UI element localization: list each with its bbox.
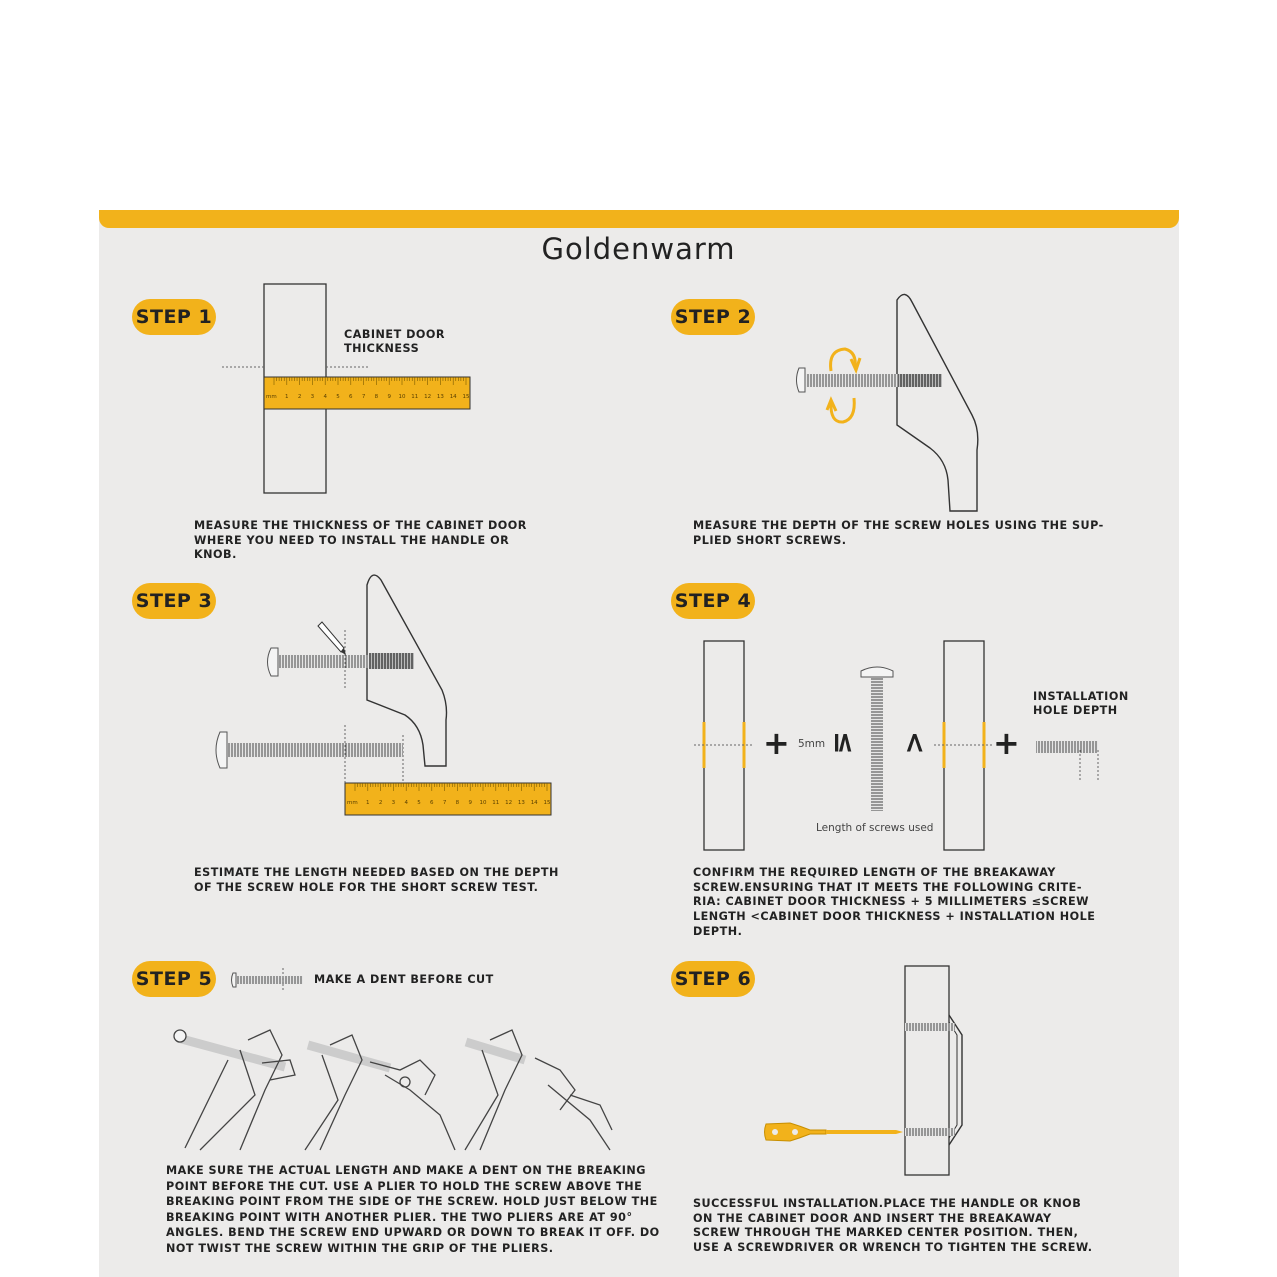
pliers-illustration-3 xyxy=(465,1030,612,1150)
ruler-unit: mm xyxy=(347,800,358,806)
screwdriver-icon xyxy=(765,1123,904,1141)
ruler-number: 11 xyxy=(492,800,500,806)
step-4-caption: CONFIRM THE REQUIRED LENGTH OF THE BREAKAWAY SCREW.ENSURING THAT IT MEETS THE FOLLOWING CRITE- RIA: CABINET DOOR THICKNESS + 5 MILLIMETERS ≤SCREW LENGTH <CABINET DOOR THICKNESS + INSTALLATION HOLE DEPTH. xyxy=(693,866,1096,938)
ruler-number: 5 xyxy=(336,394,340,400)
brand-logo: Goldenwarm xyxy=(541,232,736,266)
step-4-short-screw xyxy=(1036,741,1098,780)
ruler-number: 14 xyxy=(449,394,457,400)
step-2-screw xyxy=(797,368,943,392)
step-5-badge: STEP 5 xyxy=(132,961,216,997)
step-5-caption: MAKE SURE THE ACTUAL LENGTH AND MAKE A DENT ON THE BREAKING POINT BEFORE THE CUT. USE A PLIER TO HOLD THE SCREW ABOVE THE BREAKING POINT FROM THE SIDE OF THE SCREW. HOLD JUST BELOW THE BREAKING POINT WITH ANOTHER PLIER. THE TWO PLIERS ARE AT 90° ANGLES. BEND THE SCREW END UPWARD OR DOWN TO BREAK IT OFF. DO NOT TWIST THE SCREW WITHIN THE GRIP OF THE PLIERS. xyxy=(166,1164,660,1255)
step-6-screws xyxy=(905,1023,955,1136)
leq-symbol: ≤ xyxy=(827,731,861,755)
ruler-number: 11 xyxy=(411,394,419,400)
ruler-number: 8 xyxy=(455,800,460,806)
ruler-number: 1 xyxy=(366,800,370,806)
ruler-number: 14 xyxy=(530,800,538,806)
ruler-number: 4 xyxy=(323,394,327,400)
ruler-number: 15 xyxy=(543,800,551,806)
step-6-caption: SUCCESSFUL INSTALLATION.PLACE THE HANDLE OR KNOB ON THE CABINET DOOR AND INSERT THE BREAKAWAY SCREW THROUGH THE MARKED CENTER POSITION. THEN, USE A SCREWDRIVER OR WRENCH TO TIGHTEN THE SCREW. xyxy=(693,1197,1093,1255)
ruler-number: 7 xyxy=(442,800,447,806)
step-1-caption: MEASURE THE THICKNESS OF THE CABINET DOOR WHERE YOU NEED TO INSTALL THE HANDLE OR KNOB. xyxy=(194,519,527,562)
lt-symbol: < xyxy=(898,731,932,755)
ruler-number: 6 xyxy=(349,394,353,400)
length-used-label: Length of screws used xyxy=(816,822,934,834)
step-6-badge: STEP 6 xyxy=(671,961,755,997)
step-2-badge: STEP 2 xyxy=(671,299,755,335)
ruler-number: 1 xyxy=(285,394,289,400)
step-3-caption: ESTIMATE THE LENGTH NEEDED BASED ON THE DEPTH OF THE SCREW HOLE FOR THE SHORT SCREW TEST. xyxy=(194,866,559,894)
ruler-unit: mm xyxy=(266,394,277,400)
ruler-number: 3 xyxy=(391,800,396,806)
ruler-number: 8 xyxy=(374,394,379,400)
ruler-number: 13 xyxy=(436,394,444,400)
step-3-short-screw xyxy=(268,630,415,690)
ruler-number: 12 xyxy=(505,800,513,806)
step-4-badge: STEP 4 xyxy=(671,583,755,619)
pencil-icon xyxy=(318,622,346,655)
ruler-number: 3 xyxy=(310,394,315,400)
installation-hole-depth-label: INSTALLATION HOLE DEPTH xyxy=(1033,690,1129,717)
ruler-number: 2 xyxy=(378,800,383,806)
ruler-number: 15 xyxy=(462,394,470,400)
ruler-number: 9 xyxy=(468,800,472,806)
step-3-handle xyxy=(367,575,447,766)
step-3-long-screw xyxy=(216,725,403,785)
ruler-number: 4 xyxy=(404,800,408,806)
plus-symbol-1: + xyxy=(763,724,791,762)
ruler-number: 9 xyxy=(387,394,391,400)
ruler-number: 10 xyxy=(398,394,406,400)
step-1-badge: STEP 1 xyxy=(132,299,216,335)
step-6-door xyxy=(905,966,949,1175)
step-1-ruler xyxy=(264,377,470,409)
step-4-door-left xyxy=(694,641,754,850)
ruler-number: 12 xyxy=(424,394,432,400)
step-2-caption: MEASURE THE DEPTH OF THE SCREW HOLES USING THE SUP- PLIED SHORT SCREWS. xyxy=(693,519,1104,547)
ruler-number: 6 xyxy=(430,800,434,806)
ruler-number: 10 xyxy=(479,800,487,806)
pliers-illustration-2 xyxy=(305,1035,455,1150)
make-dent-label: MAKE A DENT BEFORE CUT xyxy=(314,973,494,986)
ruler-number: 5 xyxy=(417,800,421,806)
ruler-number: 7 xyxy=(361,394,366,400)
plus-symbol-2: + xyxy=(993,724,1021,762)
step-2-handle xyxy=(897,294,978,511)
step-3-ruler xyxy=(345,783,551,815)
step-6-handle xyxy=(949,1015,962,1145)
step-4-screw-vertical xyxy=(861,667,893,811)
pliers-illustration-1 xyxy=(174,1030,295,1150)
step-5-dent-screw xyxy=(232,968,304,990)
step-4-door-right xyxy=(934,641,994,850)
door-thickness-label: CABINET DOOR THICKNESS xyxy=(344,328,446,355)
five-mm-label: 5mm xyxy=(798,738,826,750)
ruler-number: 2 xyxy=(297,394,302,400)
step-3-badge: STEP 3 xyxy=(132,583,216,619)
ruler-number: 13 xyxy=(517,800,525,806)
